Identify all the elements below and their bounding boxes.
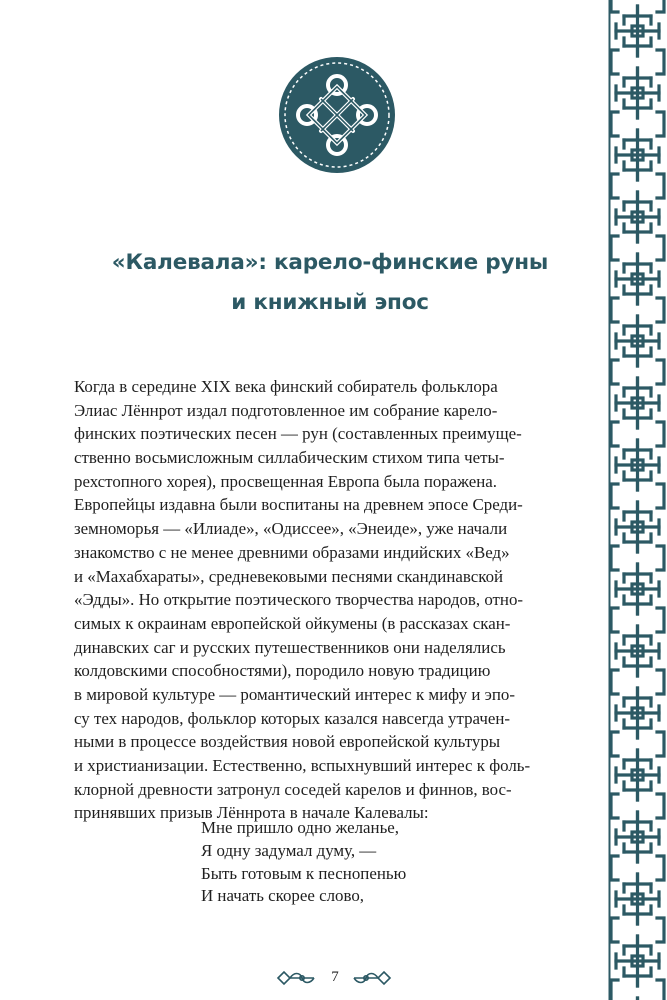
body-line: земноморья — «Илиаде», «Одиссее», «Энеиде», уже начали: [74, 519, 508, 539]
body-line: «Эдды». Но открытие поэтического творчества народов, отно-: [74, 590, 524, 610]
page-number: 7: [331, 969, 339, 985]
body-line: Элиас Лённрот издал подготовленное им собрание карело-: [74, 400, 498, 420]
knot-ornament-icon: [277, 55, 397, 175]
body-line: клорной древности затронул соседей карелов и финнов, вос-: [74, 779, 512, 799]
body-line: су тех народов, фольклор которых казался навсегда утрачен-: [74, 708, 510, 728]
body-line: финских поэтических песен — рун (составленных преимуще-: [74, 424, 522, 444]
body-line: динавских саг и русских путешественников они наделялись: [74, 637, 506, 657]
body-line: в мировой культуре — романтический интерес к мифу и эпо-: [74, 684, 515, 704]
body-line: и «Махабхараты», средневековыми песнями скандинавской: [74, 566, 504, 586]
poem-quote: [201, 817, 541, 908]
body-line: ственно восьмисложным силлабическим стихом типа четы-: [74, 448, 505, 468]
chapter-title-line-1: «Калевала»: карело-финские руны: [111, 250, 549, 275]
poem-line: И начать скорее слово,: [201, 886, 364, 906]
body-line: ными в процессе воздействия новой европейской культуры: [74, 732, 501, 752]
body-line: знакомство с не менее древними образами индийских «Вед»: [74, 542, 510, 562]
body-line: принявших призыв Лённрота в начале Калевалы:: [74, 803, 429, 823]
body-paragraph: [74, 375, 594, 825]
body-line: рехстопного хорея), просвещенная Европа была поражена.: [74, 471, 497, 491]
poem-line: Быть готовым к песнопенью: [201, 863, 407, 883]
body-line: Когда в середине XIX века финский собиратель фольклора: [74, 377, 498, 396]
poem-line: Мне пришло одно желанье,: [201, 818, 399, 837]
scroll-ornament-icon: [276, 968, 316, 988]
body-line: симых к окраинам европейской ойкумены (в рассказах скан-: [74, 613, 511, 633]
body-line: и христианизации. Естественно, вспыхнувший интерес к фоль-: [74, 756, 531, 775]
body-line: колдовскими способностями), породило новую традицию: [74, 661, 491, 681]
poem-line: Я одну задумал думу, —: [201, 840, 377, 860]
scroll-ornament-icon: [352, 968, 392, 988]
ornamental-border-band: [608, 0, 667, 1000]
body-line: Европейцы издавна были воспитаны на древнем эпосе Среди-: [74, 495, 523, 515]
chapter-title-line-2: и книжный эпос: [231, 290, 429, 315]
page-footer: [270, 965, 400, 989]
